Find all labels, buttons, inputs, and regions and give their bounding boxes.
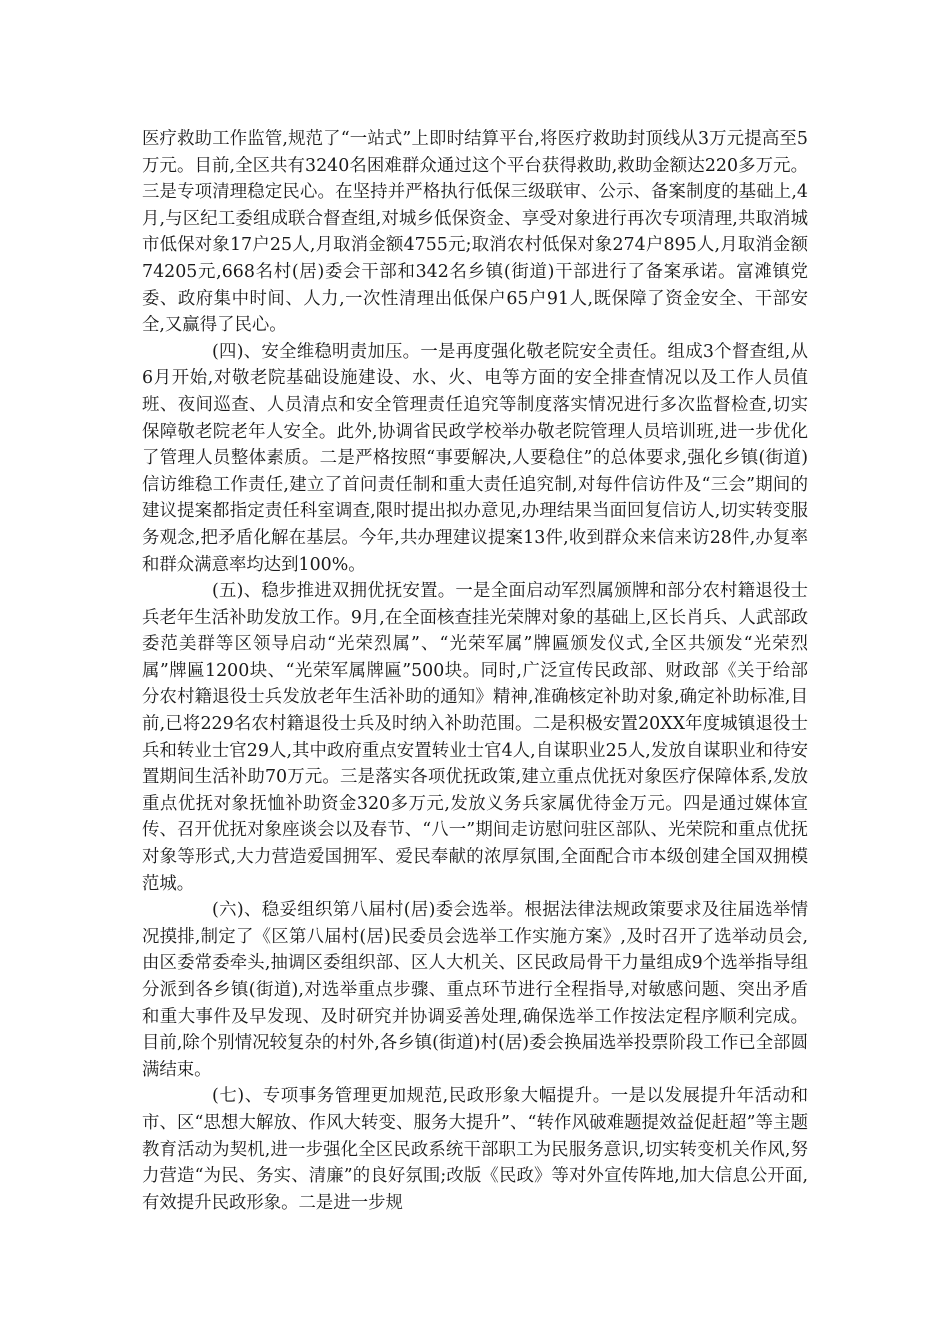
paragraph-village-election: (六)、稳妥组织第八届村(居)委会选举。根据法律法规政策要求及往届选举情况摸排,制定了《区第八届村(居)民委员会选举工作实施方案》,及时召开了选举动员会,由区委常委牵头,抽调区委组织部、区人大机关、区民政局骨干力量组成9个选举指导组分派到各乡镇(街道),对选举重点步骤、重点环节进行全程指导,对敏感问题、突出矛盾和重大事件及早发现、及时研究并协调妥善处理,确保选举工作按法定程序顺利完成。目前,除个别情况较复杂的村外,各乡镇(街道)村(居)委会换届选举投票阶段工作已全部圆满结束。 — [142, 900, 808, 1080]
paragraph-military-support: (五)、稳步推进双拥优抚安置。一是全面启动军烈属颁牌和部分农村籍退役士兵老年生活补助发放工作。9月,在全面核查挂光荣牌对象的基础上,区长肖兵、人武部政委范美群等区领导启动“光荣烈属”、“光荣军属”牌匾颁发仪式,全区共颁发“光荣烈属”牌匾1200块、“光荣军属牌匾”500块。同时,广泛宣传民政部、财政部《关于给部分农村籍退役士兵发放老年生活补助的通知》精神,准确核定补助对象,确定补助标准,目前,已将229名农村籍退役士兵及时纳入补助范围。二是积极安置20XX年度城镇退役士兵和转业士官29人,其中政府重点安置转业士官4人,自谋职业25人,发放自谋职业和待安置期间生活补助70万元。三是落实各项优抚政策,建立重点优抚对象医疗保障体系,发放重点优抚对象抚恤补助资金320多万元,发放义务兵家属优待金万元。四是通过媒体宣传、召开优抚对象座谈会以及春节、“八一”期间走访慰问驻区部队、光荣院和重点优抚对象等形式,大力营造爱国拥军、爱民奉献的浓厚氛围,全面配合市本级创建全国双拥模范城。 — [142, 581, 808, 894]
paragraph-safety-stability: (四)、安全维稳明责加压。一是再度强化敬老院安全责任。组成3个督查组,从6月开始,对敬老院基础设施建设、水、火、电等方面的安全排查情况以及工作人员值班、夜间巡查、人员清点和安全管理责任追究等制度落实情况进行多次监督检查,切实保障敬老院老年人安全。此外,协调省民政学校举办敬老院管理人员培训班,进一步优化了管理人员整体素质。二是严格按照“事要解决,人要稳住”的总体要求,强化乡镇(街道)信访维稳工作责任,建立了首问责任制和重大责任追究制,对每件信访件及“三会”期间的建议提案都指定责任科室调查,限时提出拟办意见,办理结果当面回复信访人,切实转变服务观念,把矛盾化解在基层。今年,共办理建议提案13件,收到群众来信来访28件,办复率和群众满意率均达到100%。 — [142, 341, 808, 575]
paragraph-medical-assistance: 医疗救助工作监管,规范了“一站式”上即时结算平台,将医疗救助封顶线从3万元提高至5万元。目前,全区共有3240名困难群众通过这个平台获得救助,救助金额达220多万元。三是专项清理稳定民心。在坚持并严格执行低保三级联审、公示、备案制度的基础上,4月,与区纪工委组成联合督查组,对城乡低保资金、享受对象进行再次专项清理,共取消城市低保对象17户25人,月取消金额4755元;取消农村低保对象274户895人,月取消金额74205元,668名村(居)委会干部和342名乡镇(街道)干部进行了备案承诺。富滩镇党委、政府集中时间、人力,一次性清理出低保户65户91人,既保障了资金安全、干部安全,又赢得了民心。 — [142, 129, 808, 336]
paragraph-affairs-management: (七)、专项事务管理更加规范,民政形象大幅提升。一是以发展提升年活动和市、区“思想大解放、作风大转变、服务大提升”、“转作风破难题提效益促赶超”等主题教育活动为契机,进一步强化全区民政系统干部职工为民服务意识,切实转变机关作风,努力营造“为民、务实、清廉”的良好氛围;改版《民政》等对外宣传阵地,加大信息公开面,有效提升民政形象。二是进一步规 — [142, 1086, 808, 1213]
document-body — [142, 126, 808, 1216]
